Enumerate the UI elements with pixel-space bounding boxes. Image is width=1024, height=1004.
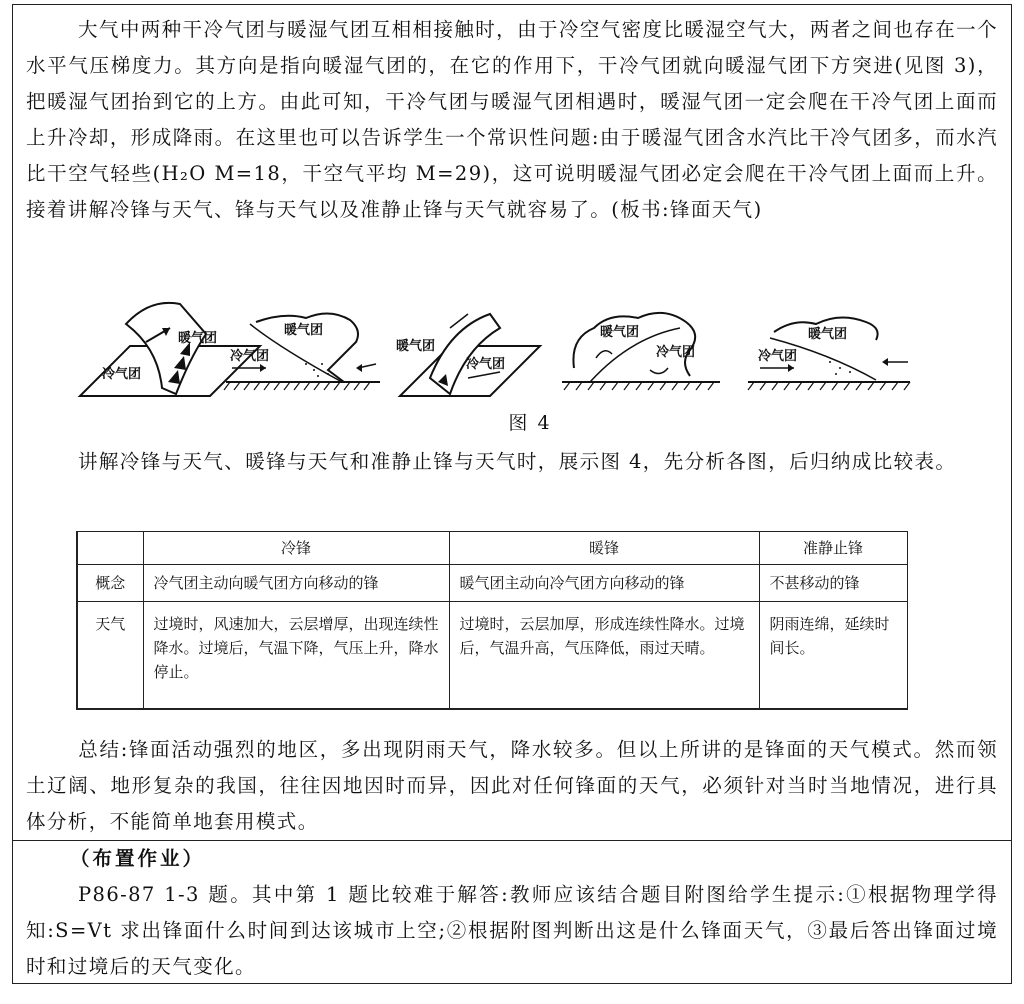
- paragraph-explain-fronts: 讲解冷锋与天气、暖锋与天气和准静止锋与天气时，展示图 4，先分析各图，后归纳成比较表。: [78, 450, 957, 473]
- table-row-label: 天气: [77, 602, 143, 710]
- label-cold-air-4: 冷气团: [656, 345, 696, 360]
- panel-warm-front-3d: [396, 314, 540, 396]
- panel-stationary-front-profile: [748, 317, 910, 390]
- label-warm-air-5: 暖气团: [808, 327, 848, 342]
- table-cell: 暖气团主动向冷气团方向移动的锋: [449, 565, 759, 602]
- table-header-cell: 准静止锋: [759, 532, 907, 565]
- front-comparison-table: [76, 531, 908, 710]
- table-header-cell: [77, 532, 143, 565]
- label-warm-air-2: 暖气团: [284, 323, 324, 338]
- label-cold-air-1: 冷气团: [102, 367, 142, 382]
- paragraph-cold-warm-air-masses: 大气中两种干冷气团与暖湿气团互相相接触时，由于冷空气密度比暖湿空气大，两者之间也存在一个水平气压梯度力。其方向是指向暖湿气团的，在它的作用下，干冷气团就向暖湿气团下方突进(见图 3)，把暖湿气团抬到它的上方。由此可知，干冷气团与暖湿气团相遇时，暖湿气团一定会爬在干冷气团上面而上升冷却，形成降雨。在这里也可以告诉学生一个常识性问题:由于暖湿气团含水汽比干冷气团多，而水汽比干空气轻些(H₂O M=18，干空气平均 M=29)，这可说明暖湿气团必定会爬在干冷气团上面而上升。接着讲解冷锋与天气、锋与天气以及准静止锋与天气就容易了。(板书:锋面天气): [26, 18, 998, 221]
- table-cell: 过境时，云层加厚，形成连续性降水。过境后，气温升高，气压降低，雨过天晴。: [449, 602, 759, 710]
- figure-4-front-diagrams: [70, 298, 1000, 410]
- paragraph-homework: P86-87 1-3 题。其中第 1 题比较难于解答:教师应该结合题目附图给学生提示:①根据物理学得知:S=Vt 求出锋面什么时间到达该城市上空;②根据附图判断出这是什么锋面天气，③最后答出锋面过境时和过境后的天气变化。: [26, 883, 998, 978]
- panel-cold-front-profile: [224, 313, 380, 390]
- label-cold-air-5: 冷气团: [758, 349, 798, 364]
- label-cold-air-3: 冷气团: [466, 357, 506, 372]
- label-cold-air-2: 冷气团: [230, 349, 270, 364]
- table-row-label: 概念: [77, 565, 143, 602]
- table-cell: 不甚移动的锋: [759, 565, 907, 602]
- homework-title: （布置作业）: [70, 847, 206, 870]
- table-cell: 过境时，风速加大，云层增厚，出现连续性降水。过境后，气温下降，气压上升，降水停止。: [143, 602, 449, 710]
- figure-caption: 图 4: [508, 412, 552, 434]
- table-row: [77, 602, 907, 710]
- paragraph-summary: 总结:锋面活动强烈的地区，多出现阴雨天气，降水较多。但以上所讲的是锋面的天气模式。然而领土辽阔、地形复杂的我国，往往因地因时而异，因此对任何锋面的天气，必须针对当时当地情况，进行具体分析，不能简单地套用模式。: [26, 738, 998, 833]
- label-warm-air-3: 暖气团: [396, 339, 436, 354]
- table-cell: 阴雨连绵，延续时间长。: [759, 602, 907, 710]
- table-row: [77, 565, 907, 602]
- table-header-cell: 冷锋: [143, 532, 449, 565]
- section-divider: [12, 840, 1012, 841]
- table-header-cell: 暖锋: [449, 532, 759, 565]
- panel-warm-front-profile: [562, 313, 720, 390]
- label-warm-air-4: 暖气团: [600, 325, 640, 340]
- table-header-row: [77, 532, 907, 565]
- label-warm-air-1: 暖气团: [178, 331, 218, 346]
- table-cell: 冷气团主动向暖气团方向移动的锋: [143, 565, 449, 602]
